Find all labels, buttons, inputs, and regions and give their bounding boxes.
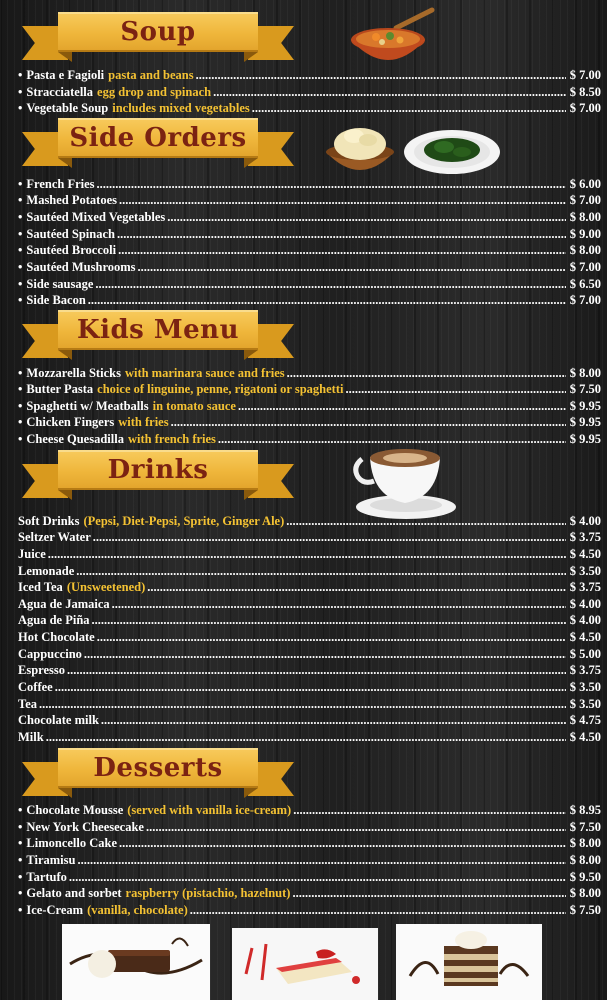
item-price: $ 4.00 (569, 613, 601, 627)
item-price: $ 4.50 (569, 730, 601, 744)
item-price: $ 7.00 (569, 293, 601, 307)
bullet: • (18, 68, 23, 82)
list-item (18, 227, 601, 243)
list-item (18, 210, 601, 226)
dot-leader (167, 210, 565, 225)
soup-title: Soup (120, 17, 196, 47)
list-item (18, 647, 601, 663)
bullet: • (18, 85, 23, 99)
dot-leader (196, 68, 566, 83)
item-name: Mozzarella Sticks (26, 366, 121, 380)
dot-leader (345, 382, 565, 397)
bullet: • (18, 870, 23, 884)
item-name: Cheese Quesadilla (26, 432, 124, 446)
list-item (18, 713, 601, 729)
item-price: $ 8.00 (569, 853, 601, 867)
dot-leader (286, 514, 566, 529)
list-item (18, 697, 601, 713)
dot-leader (101, 713, 566, 728)
bullet: • (18, 415, 23, 429)
dot-leader (76, 564, 566, 579)
kids-menu-banner (22, 310, 294, 360)
bullet: • (18, 886, 23, 900)
bullet: • (18, 853, 23, 867)
item-name: Cappuccino (18, 647, 82, 661)
list-item (18, 366, 601, 382)
dot-leader (119, 836, 566, 851)
item-name: Hot Chocolate (18, 630, 95, 644)
list-item (18, 382, 601, 398)
item-name: Lemonade (18, 564, 75, 578)
dot-leader (39, 697, 566, 712)
dot-leader (95, 277, 565, 292)
dot-leader (55, 680, 566, 695)
item-name: Coffee (18, 680, 53, 694)
list-item (18, 597, 601, 613)
item-desc: choice of linguine, penne, rigatoni or spaghetti (97, 382, 344, 396)
item-name: Vegetable Soup (26, 101, 109, 115)
item-price: $ 9.95 (569, 432, 601, 446)
desserts-title: Desserts (93, 753, 223, 783)
side-orders-title: Side Orders (69, 123, 247, 153)
bullet: • (18, 382, 23, 396)
dot-leader (46, 730, 566, 745)
list-item (18, 432, 601, 448)
list-item (18, 820, 601, 836)
list-item (18, 547, 601, 563)
bullet: • (18, 101, 23, 115)
list-item (18, 613, 601, 629)
soup-banner (22, 12, 294, 62)
dot-leader (292, 886, 565, 901)
item-desc: with fries (118, 415, 169, 429)
item-name: Tartufo (26, 870, 67, 884)
bullet: • (18, 177, 23, 191)
dot-leader (287, 366, 566, 381)
soup-bowl-photo (348, 6, 436, 68)
item-name: Side Bacon (26, 293, 86, 307)
item-price: $ 7.00 (569, 101, 601, 115)
item-desc: in tomato sauce (152, 399, 236, 413)
item-price: $ 7.00 (569, 193, 601, 207)
item-desc: with french fries (127, 432, 216, 446)
item-price: $ 3.50 (569, 564, 601, 578)
item-desc: (Pepsi, Diet-Pepsi, Sprite, Ginger Ale) (83, 514, 285, 528)
dot-leader (293, 803, 566, 818)
item-desc: egg drop and spinach (97, 85, 212, 99)
item-name: Chicken Fingers (26, 415, 115, 429)
list-item (18, 630, 601, 646)
item-price: $ 7.00 (569, 68, 601, 82)
item-price: $ 4.00 (569, 597, 601, 611)
item-name: Gelato and sorbet (26, 886, 122, 900)
item-name: Stracciatella (26, 85, 94, 99)
item-price: $ 8.50 (569, 85, 601, 99)
bullet: • (18, 243, 23, 257)
list-item (18, 193, 601, 209)
item-price: $ 9.95 (569, 399, 601, 413)
bullet: • (18, 803, 23, 817)
item-desc: pasta and beans (108, 68, 194, 82)
item-price: $ 8.00 (569, 210, 601, 224)
bullet: • (18, 836, 23, 850)
list-item (18, 243, 601, 259)
dot-leader (252, 101, 566, 116)
bullet: • (18, 227, 23, 241)
list-item (18, 530, 601, 546)
item-price: $ 3.50 (569, 680, 601, 694)
item-price: $ 3.75 (569, 663, 601, 677)
tiramisu-photo (396, 924, 542, 1000)
item-name: Seltzer Water (18, 530, 91, 544)
bullet: • (18, 293, 23, 307)
item-price: $ 8.00 (569, 886, 601, 900)
drinks-title: Drinks (107, 455, 209, 485)
side-orders-banner (22, 118, 294, 168)
list-item (18, 886, 601, 902)
bullet: • (18, 366, 23, 380)
list-item (18, 680, 601, 696)
dot-leader (97, 177, 566, 192)
dot-leader (147, 580, 565, 595)
list-item (18, 803, 601, 819)
item-price: $ 3.50 (569, 697, 601, 711)
item-price: $ 8.00 (569, 836, 601, 850)
item-price: $ 3.75 (569, 580, 601, 594)
item-name: Sautéed Mushrooms (26, 260, 136, 274)
item-name: Juice (18, 547, 46, 561)
item-name: Tiramisu (26, 853, 76, 867)
item-price: $ 7.50 (569, 382, 601, 396)
item-name: Iced Tea (18, 580, 63, 594)
item-desc: (Unsweetened) (66, 580, 146, 594)
list-item (18, 580, 601, 596)
dot-leader (190, 903, 566, 918)
item-name: New York Cheesecake (26, 820, 144, 834)
item-price: $ 7.50 (569, 820, 601, 834)
item-price: $ 8.95 (569, 803, 601, 817)
item-name: Mashed Potatoes (26, 193, 118, 207)
item-desc: includes mixed vegetables (112, 101, 250, 115)
dot-leader (88, 293, 566, 308)
spinach-plate-photo (402, 124, 502, 180)
list-item (18, 870, 601, 886)
list-item (18, 730, 601, 746)
cheesecake-photo (232, 928, 378, 1000)
dot-leader (238, 399, 566, 414)
item-name: Sautéed Spinach (26, 227, 115, 241)
list-item (18, 293, 601, 309)
item-price: $ 9.00 (569, 227, 601, 241)
list-item (18, 399, 601, 415)
list-item (18, 85, 601, 101)
item-name: Ice-Cream (26, 903, 84, 917)
item-price: $ 7.50 (569, 903, 601, 917)
item-name: Sautéed Mixed Vegetables (26, 210, 166, 224)
bullet: • (18, 277, 23, 291)
item-name: Agua de Jamaica (18, 597, 110, 611)
item-price: $ 9.95 (569, 415, 601, 429)
dot-leader (69, 870, 566, 885)
item-desc: with marinara sauce and fries (124, 366, 285, 380)
bullet: • (18, 903, 23, 917)
cappuccino-cup-photo (348, 445, 462, 523)
list-item (18, 903, 601, 919)
bullet: • (18, 399, 23, 413)
item-price: $ 6.00 (569, 177, 601, 191)
dot-leader (92, 613, 566, 628)
dot-leader (112, 597, 566, 612)
list-item (18, 101, 601, 117)
item-name: Tea (18, 697, 37, 711)
item-price: $ 8.00 (569, 366, 601, 380)
bullet: • (18, 432, 23, 446)
list-item (18, 177, 601, 193)
list-item (18, 663, 601, 679)
item-price: $ 6.50 (569, 277, 601, 291)
item-name: Butter Pasta (26, 382, 94, 396)
item-name: Chocolate Mousse (26, 803, 124, 817)
list-item (18, 514, 601, 530)
item-price: $ 4.00 (569, 514, 601, 528)
bullet: • (18, 260, 23, 274)
item-name: French Fries (26, 177, 95, 191)
chocolate-dessert-photo (62, 924, 210, 1000)
dot-leader (118, 243, 566, 258)
item-name: Espresso (18, 663, 66, 677)
drinks-banner (22, 450, 294, 500)
list-item (18, 277, 601, 293)
item-desc: (vanilla, chocolate) (87, 903, 188, 917)
list-item (18, 564, 601, 580)
item-name: Pasta e Fagioli (26, 68, 105, 82)
dot-leader (93, 530, 566, 545)
item-name: Soft Drinks (18, 514, 80, 528)
dot-leader (84, 647, 566, 662)
item-price: $ 4.50 (569, 630, 601, 644)
dot-leader (117, 227, 566, 242)
item-price: $ 4.50 (569, 547, 601, 561)
bullet: • (18, 193, 23, 207)
item-price: $ 8.00 (569, 243, 601, 257)
bullet: • (18, 210, 23, 224)
kids-menu-title: Kids Menu (77, 315, 239, 345)
dot-leader (146, 820, 566, 835)
list-item (18, 836, 601, 852)
dot-leader (67, 663, 566, 678)
dot-leader (138, 260, 566, 275)
item-price: $ 7.00 (569, 260, 601, 274)
bullet: • (18, 820, 23, 834)
item-name: Limoncello Cake (26, 836, 118, 850)
item-name: Side sausage (26, 277, 94, 291)
list-item (18, 68, 601, 84)
item-price: $ 4.75 (569, 713, 601, 727)
item-price: $ 5.00 (569, 647, 601, 661)
item-price: $ 9.50 (569, 870, 601, 884)
list-item (18, 415, 601, 431)
dot-leader (77, 853, 565, 868)
list-item (18, 260, 601, 276)
item-name: Agua de Piña (18, 613, 90, 627)
item-name: Milk (18, 730, 44, 744)
item-desc: raspberry (pistachio, hazelnut) (125, 886, 291, 900)
dot-leader (119, 193, 566, 208)
mashed-potatoes-photo (322, 118, 398, 184)
dot-leader (171, 415, 566, 430)
item-name: Spaghetti w/ Meatballs (26, 399, 149, 413)
list-item (18, 853, 601, 869)
item-name: Sautéed Broccoli (26, 243, 117, 257)
desserts-banner (22, 748, 294, 798)
dot-leader (97, 630, 566, 645)
item-desc: (served with vanilla ice-cream) (127, 803, 292, 817)
item-name: Chocolate milk (18, 713, 99, 727)
dot-leader (48, 547, 566, 562)
dot-leader (213, 85, 566, 100)
item-price: $ 3.75 (569, 530, 601, 544)
